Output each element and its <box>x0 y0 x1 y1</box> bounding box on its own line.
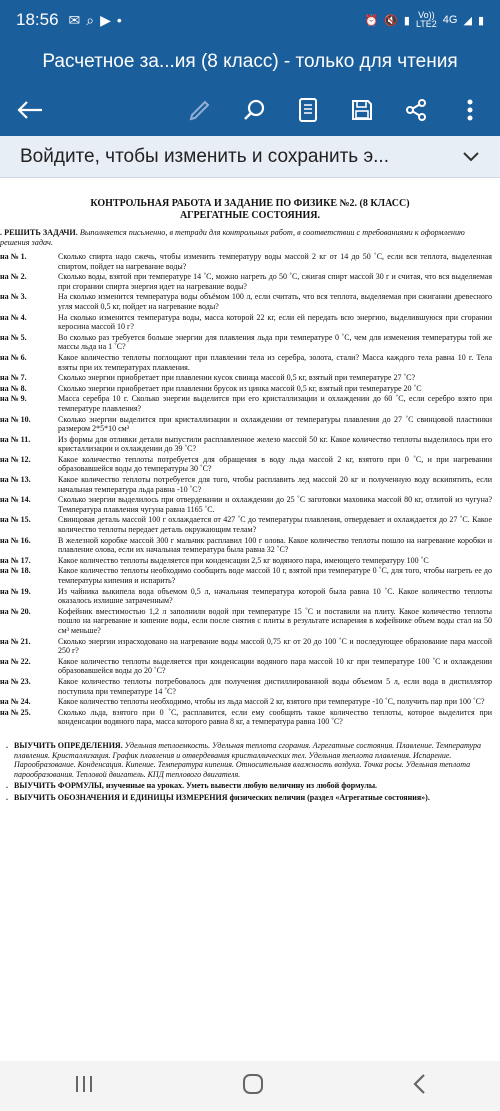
task-number: на № 10. <box>0 414 31 424</box>
more-vertical-icon <box>466 98 474 122</box>
task-text: На сколько изменится температура воды, масса которой 22 кг, если ей передать всю энергию, выделившуюся при сгорании керосина массой 10 г? <box>58 312 492 332</box>
study-item-head: ВЫУЧИТЬ ФОРМУЛЫ, изученные на уроках. Уметь вывести любую величину из любой формулы. <box>14 781 378 791</box>
sign-in-banner-text: Войдите, чтобы изменить и сохранить э... <box>20 145 389 167</box>
task-number: на № 8. <box>0 383 27 393</box>
task-text: Масса серебра 10 г. Сколько энергии выделится при его кристаллизации и охлаждении до 60 ˚С, если серебро взято при температуре плавления? <box>58 394 492 413</box>
status-bar <box>0 0 500 40</box>
search-icon <box>242 98 266 122</box>
task-item <box>0 252 500 271</box>
task-item <box>0 373 500 383</box>
status-time: 18:56 <box>16 10 59 29</box>
task-item <box>0 515 500 534</box>
task-number: на № 4. <box>0 312 27 322</box>
task-item <box>0 637 500 656</box>
task-item <box>0 292 500 311</box>
bullet-icon: . <box>6 781 8 791</box>
save-icon <box>350 98 374 122</box>
signal-strength-icon: ▮ <box>403 14 410 27</box>
task-number: на № 22. <box>0 656 31 666</box>
save-button[interactable] <box>342 90 382 130</box>
task-number: на № 13. <box>0 475 31 485</box>
android-nav-bar <box>0 1061 500 1111</box>
task-item <box>0 495 500 514</box>
task-number: на № 18. <box>0 566 31 576</box>
task-item <box>0 697 500 707</box>
search-button[interactable] <box>234 90 274 130</box>
task-item <box>0 475 500 494</box>
task-item <box>0 607 500 636</box>
task-number: на № 12. <box>0 454 31 464</box>
share-button[interactable] <box>396 90 436 130</box>
search-icon: ⌕ <box>86 11 101 28</box>
task-item <box>0 272 500 291</box>
task-item <box>0 708 500 727</box>
task-item <box>0 677 500 696</box>
doc-title: КОНТРОЛЬНАЯ РАБОТА И ЗАДАНИЕ ПО ФИЗИКЕ №2. (8 КЛАСС) АГРЕГАТНЫЕ СОСТОЯНИЯ. <box>90 198 410 221</box>
volte-label: Vo)) <box>418 10 435 20</box>
toolbar <box>0 84 500 136</box>
study-item-head: ВЫУЧИТЬ ОБОЗНАЧЕНИЯ И ЕДИНИЦЫ ИЗМЕРЕНИЯ физических величин (раздел «Агрегатные состояния»). <box>14 792 430 802</box>
task-item <box>0 536 500 555</box>
task-text: В железной коробке массой 300 г мальчик расплавил 100 г олова. Какое количество теплоты пошло на нагревание коробки и плавление олова, если их начальная температура была равна 32 ˚С? <box>58 535 492 555</box>
task-item <box>0 333 500 352</box>
task-text: Какое количество теплоты потребовалось для получения дистиллированной воды объемом 5 л, если вода в дистиллятор поступила при температуре 14 ˚С? <box>58 676 492 696</box>
task-number: на № 21. <box>0 636 31 646</box>
study-item <box>0 781 500 791</box>
task-text: Сколько энергии выделится при кристаллизации и охлаждении от температуры плавления до 27 ˚С свинцовой пластинки размером 2*5*10 см³ <box>58 414 492 434</box>
task-item <box>0 384 500 394</box>
back-button[interactable] <box>10 90 50 130</box>
task-item <box>0 435 500 454</box>
task-text: Какое количество теплоты необходимо, чтобы из льда массой 2 кг, взятого при температуре -10 ˚С, получить пар при 100 ˚С? <box>58 697 485 707</box>
recent-apps-icon <box>74 1075 94 1093</box>
back-chevron-icon <box>412 1073 426 1095</box>
task-item <box>0 657 500 676</box>
task-number: на № 7. <box>0 373 27 383</box>
task-number: на № 17. <box>0 555 31 565</box>
home-icon <box>242 1073 264 1095</box>
task-number: на № 23. <box>0 676 31 686</box>
document-title-bar <box>0 40 500 84</box>
mail-icon: ✉ <box>68 11 87 28</box>
task-number: на № 19. <box>0 586 31 596</box>
task-list <box>0 252 500 727</box>
task-text: Какое количество теплоты выделяется при конденсации 2,5 кг водяного пара, имеющего температуру 100 ˚С <box>58 555 429 565</box>
task-text: Сколько спирта надо сжечь, чтобы изменить температуру воды массой 2 кг от 14 до 50 ˚С, если вся теплота, выделенная спиртом, пойдет на нагревание воды? <box>58 252 492 271</box>
reading-view-button[interactable] <box>288 90 328 130</box>
task-item <box>0 313 500 332</box>
bullet-icon: . <box>6 792 8 802</box>
task-text: Сколько воды, взятой при температуре 14 ˚С, можно нагреть до 50 ˚С, сжигая спирт массой 30 г и считая, что вся выделяемая при сгорании спирта энергия идет на нагревание воды? <box>58 272 492 291</box>
task-number: на № 6. <box>0 352 27 362</box>
task-text: Сколько энергии выделилось при отвердевании и охлаждении до 25 ˚С заготовки маховика массой 80 кг, отлитой из чугуна? Температура плавления чугуна равна 1165 ˚С. <box>58 495 492 514</box>
study-item-body: Удельная теплоемкость. Удельная теплота сгорания. Агрегатные состояния. Плавление. Температура плавления. Кристаллизация. График плавления и отвердевания кристаллических тел. Удельная теплота плавления. Испарение. Парообразование. Конденсация. Кипение. Температура кипения. Относительная влажность воздуха. Точка росы. Удельная теплота парообразования. Тепловой двигатель. КПД теплового двигателя. <box>14 740 481 779</box>
task-text: Сколько энергии приобретает при плавлении брусок из цинка массой 0,5 кг, взятый при температуре 20 ˚С <box>58 383 422 393</box>
network-type: 4G <box>442 14 458 26</box>
task-number: на № 14. <box>0 495 31 505</box>
pencil-icon <box>188 98 212 122</box>
task-item <box>0 556 500 566</box>
task-text: Какое количество теплоты потребуется для обращения в воду льда массой 2 кг, взятого при 0 ˚С, и при нагревании образовавшейся воды до температуры 30 ˚С? <box>58 454 492 474</box>
task-item <box>0 394 500 413</box>
task-text: Во сколько раз требуется больше энергии для плавления льда при температуре 0 ˚С, чем для изменения температуры той же массы льда на 1 ˚С? <box>58 332 492 352</box>
task-text: Какое количество теплоты выделяется при конденсации водяного пара массой 10 кг при температуре 100 ˚С и охлаждении образовавшейся воды до 20 ˚С? <box>58 656 492 676</box>
task-item <box>0 587 500 606</box>
task-text: Сколько энергии приобретает при плавлении кусок свинца массой 0,5 кг, взятый при температуре 27 ˚С? <box>58 373 416 383</box>
task-item <box>0 415 500 434</box>
document-page <box>0 178 500 1061</box>
share-icon <box>404 98 428 122</box>
phone-view-icon <box>298 97 318 123</box>
back-nav-button[interactable] <box>412 1073 426 1100</box>
task-number: на № 5. <box>0 332 27 342</box>
cell-signal-icon: ◢ <box>463 14 472 27</box>
dot-icon: • <box>116 11 128 28</box>
task-text: Сколько льда, взятого при 0 ˚С, расплавится, если ему сообщить такое количество теплоты, которое выделится при конденсации водяного пара, масса которого равна 8 кг, а температура равна 100 ˚С? <box>58 707 492 727</box>
task-text: Какое количество теплоты потребуется для того, чтобы расплавить лед массой 20 кг и полученную воду вскипятить, если начальная температура льда равна -10 ˚С? <box>58 475 492 494</box>
task-number: на № 20. <box>0 606 31 616</box>
task-number: на № 24. <box>0 697 31 707</box>
task-number: на № 3. <box>0 292 27 302</box>
study-item-head: ВЫУЧИТЬ ОПРЕДЕЛЕНИЯ. <box>14 740 123 750</box>
task-text: Из формы для отливки детали выпустили расплавленное железо массой 50 кг. Какое количество теплоты выделилось при его кристаллизации и охлаждении до 39 ˚С? <box>58 434 492 454</box>
task-number: на № 15. <box>0 515 31 525</box>
task-number: на № 11. <box>0 434 31 444</box>
recent-apps-button[interactable] <box>74 1075 94 1098</box>
youtube-icon: ▶ <box>100 11 117 28</box>
battery-icon: ▮ <box>477 14 484 27</box>
chevron-down-icon[interactable] <box>462 151 480 163</box>
task-item <box>0 455 500 474</box>
study-list <box>0 741 500 803</box>
task-number: на № 16. <box>0 535 31 545</box>
edit-button[interactable] <box>180 90 220 130</box>
task-text: Какое количество теплоты поглощают при плавлении тела из серебра, золота, стали? Масса каждого тела равна 10 г. Тела взяты при их температурах плавления. <box>58 352 492 372</box>
more-options-button[interactable] <box>450 90 490 130</box>
section-solve-tasks: . РЕШИТЬ ЗАДАЧИ. Выполняется письменно, в тетради для контрольных работ, в соответствии с требованиями к оформлению решения задач. <box>0 228 465 247</box>
back-arrow-icon <box>17 100 43 120</box>
study-item <box>0 793 500 803</box>
task-item <box>0 353 500 372</box>
task-number: на № 25. <box>0 707 31 717</box>
task-text: Свинцовая деталь массой 100 г охлаждается от 427 ˚С до температуры плавления, отвердевает и охлаждается до 27 ˚С. Какое количество теплоты передает деталь окружающим телам? <box>58 515 492 535</box>
task-text: Какое количество теплоты необходимо сообщить воде массой 10 г, взятой при температуре 0 ˚С, для того, чтобы нагреть ее до температуры кипения и испарить? <box>58 566 492 585</box>
mute-icon: 🔇 <box>384 14 398 27</box>
sign-in-banner[interactable] <box>0 136 500 178</box>
task-number: на № 1. <box>0 252 27 261</box>
task-text: Из чайника выкипела вода объемом 0,5 л, начальная температура которой была равна 10 ˚С. Какое количество теплоты оказалось излишне затраченным? <box>58 586 492 606</box>
home-button[interactable] <box>242 1073 264 1100</box>
document-title: Расчетное за...ия (8 класс) - только для чтения <box>42 51 458 72</box>
task-number: на № 9. <box>0 394 27 404</box>
study-item <box>0 741 500 779</box>
task-item <box>0 566 500 585</box>
task-text: На сколько изменится температура воды объёмом 100 л, если считать, что вся теплота, выделяемая при сжигании древесного угля массой 0,5 кг, пойдет на нагревание воды? <box>58 292 492 311</box>
bullet-icon: . <box>6 740 8 750</box>
lte-label: LTE2 <box>415 19 437 29</box>
task-number: на № 2. <box>0 272 27 282</box>
task-text: Сколько энергии израсходовано на нагревание воды массой 0,75 кг от 20 до 100 ˚С и последующее образование пара массой 250 г? <box>58 636 492 656</box>
task-text: Кофейник вместимостью 1,2 л заполнили водой при температуре 15 ˚С и поставили на плиту. Какое количество теплоты пошло на нагревание и кипение воды, если после снятия с плиты в результате испарения в кофейнике объем воды стал на 50 см³ меньше? <box>58 606 492 635</box>
alarm-icon: ⏰ <box>364 14 379 27</box>
